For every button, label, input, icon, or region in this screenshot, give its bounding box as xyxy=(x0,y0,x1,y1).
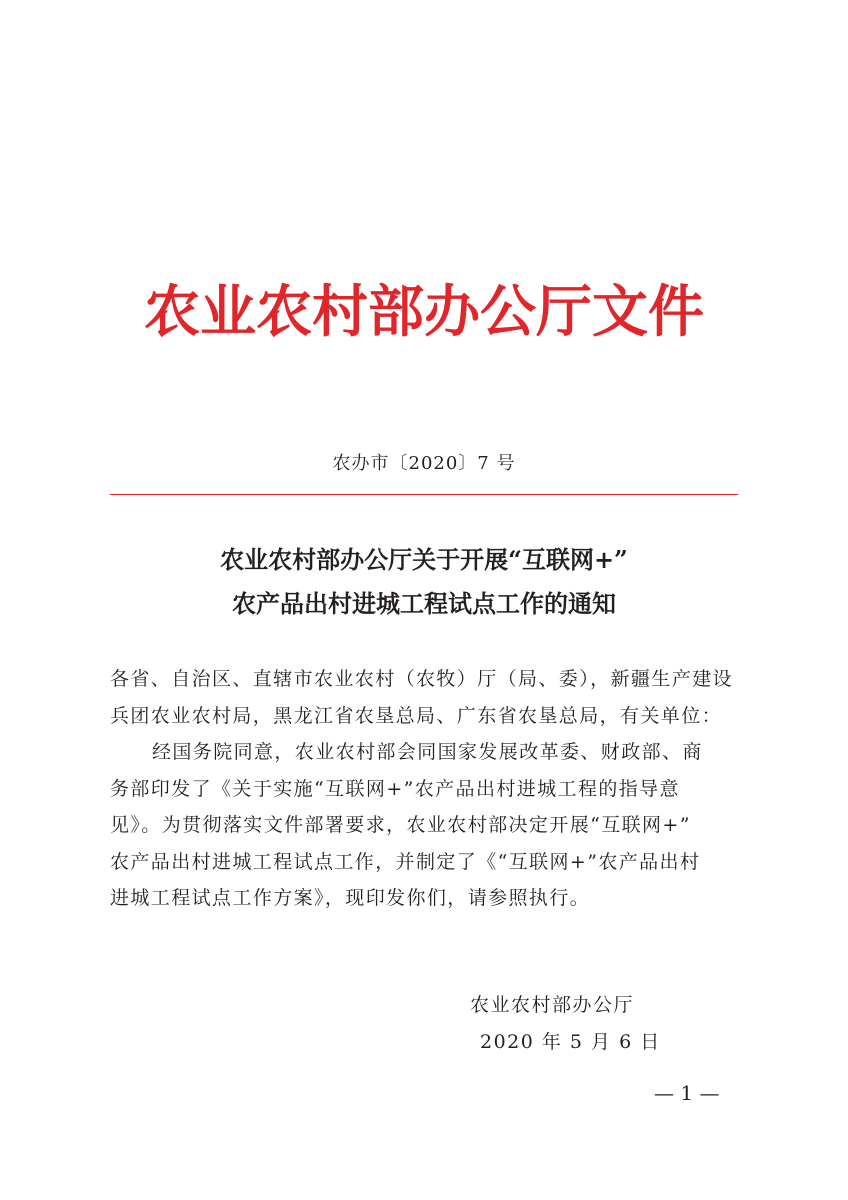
page-number: — 1 — xyxy=(654,1081,720,1105)
notice-title-line-2: 农产品出村进城工程试点工作的通知 xyxy=(232,589,616,618)
document-number: 农办市〔2020〕7 号 xyxy=(332,453,516,474)
body-line-2: 务部印发了《关于实施“互联网+”农产品出村进城工程的指导意 xyxy=(110,777,680,800)
addressee-line-1: 各省、自治区、直辖市农业农村（农牧）厅（局、委），新疆生产建设 xyxy=(110,668,733,690)
notice-title xyxy=(0,538,848,626)
body-line-5: 进城工程试点工作方案》，现印发你们，请参照执行。 xyxy=(110,887,591,909)
body-line-3: 见》。为贯彻落实文件部署要求，农业农村部决定开展“互联网+” xyxy=(110,814,691,836)
signature-organization: 农业农村部办公厅 xyxy=(470,994,635,1016)
notice-body xyxy=(110,661,738,917)
body-line-4: 农产品出村进城工程试点工作，并制定了《“互联网+”农产品出村 xyxy=(110,850,701,873)
notice-title-line-1: 农业农村部办公厅关于开展“互联网+” xyxy=(220,545,628,574)
red-divider-line xyxy=(110,494,738,495)
document-masthead: 农业农村部办公厅文件 xyxy=(144,279,704,345)
addressee-line-2: 兵团农业农村局，黑龙江省农垦总局、广东省农垦总局，有关单位： xyxy=(110,704,723,727)
body-line-1: 经国务院同意，农业农村部会同国家发展改革委、财政部、商 xyxy=(152,741,703,763)
signature-date: 2020 年 5 月 6 日 xyxy=(480,1031,661,1053)
